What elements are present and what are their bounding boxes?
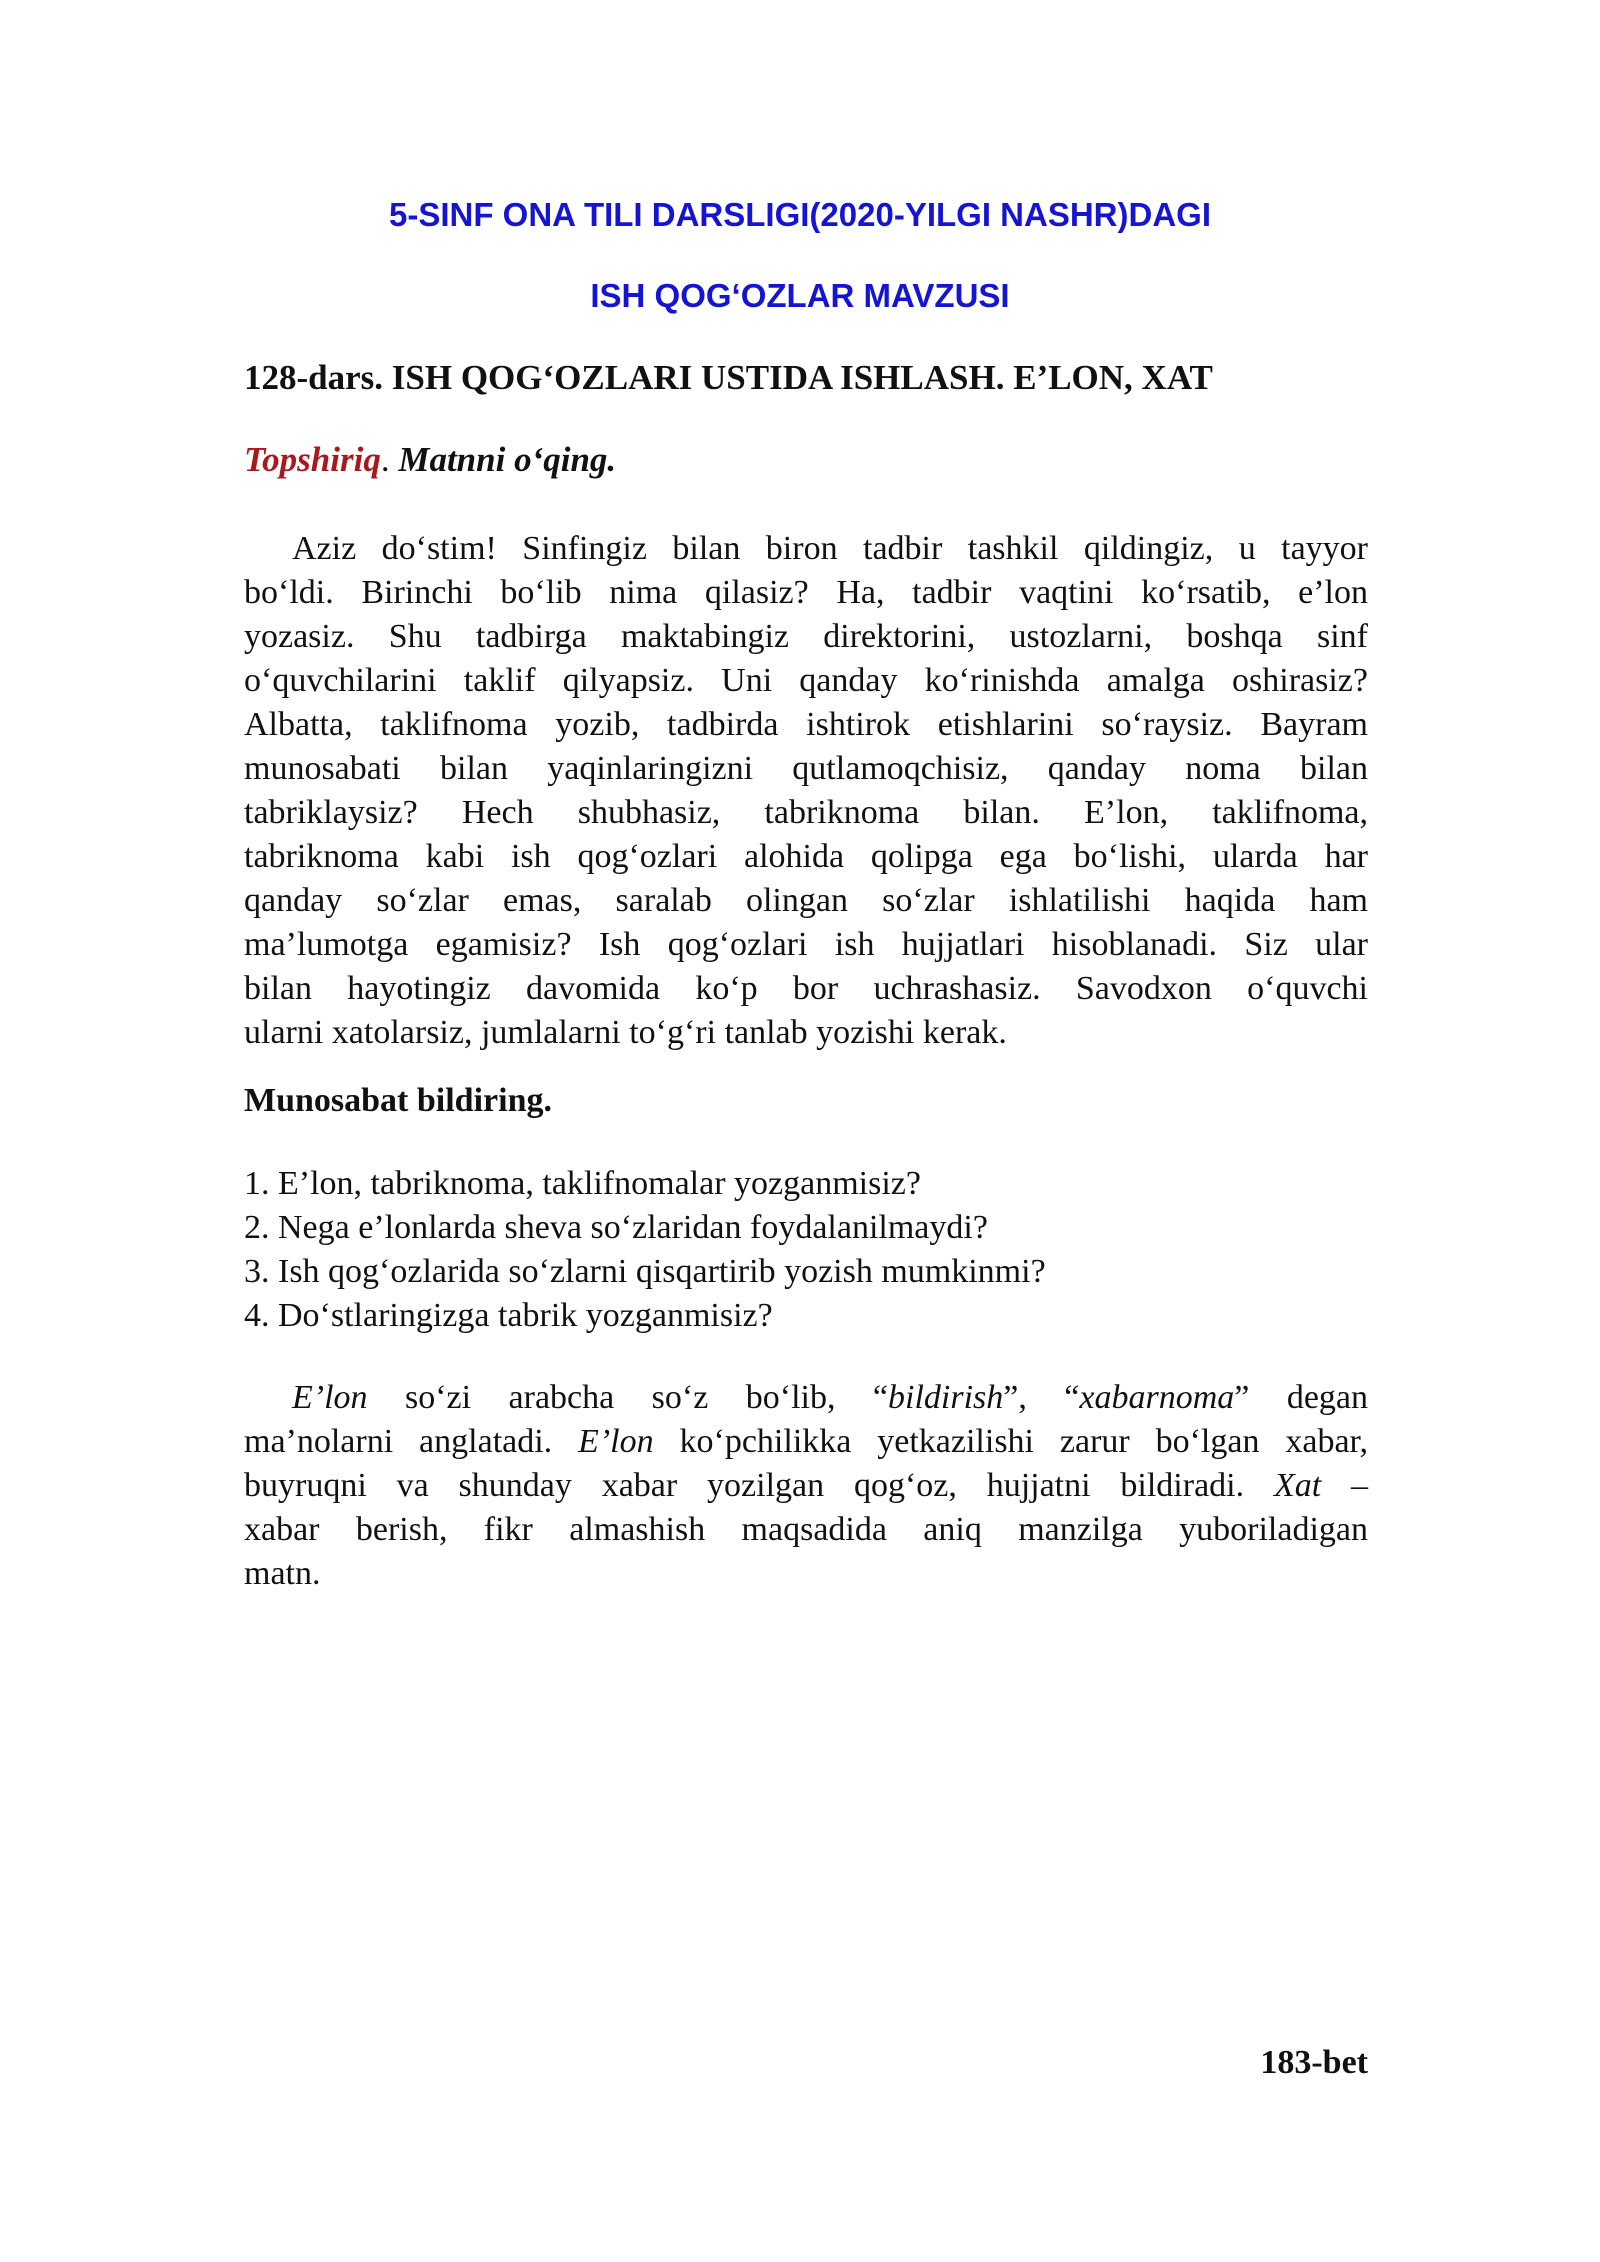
- definition-text: ko‘pchilikka yetkazilishi zarur bo‘lgan xabar,: [653, 1423, 1369, 1460]
- passage-line: tabriknoma kabi ish qog‘ozlari alohida qolipga ega bo‘lishi, ularda har: [244, 838, 1368, 875]
- task-instruction: [244, 440, 616, 480]
- definition-text: so‘zi arabcha so‘z bo‘lib, “: [367, 1379, 888, 1416]
- passage-line: Aziz do‘stim! Sinfingiz bilan biron tadbir tashkil qildingiz, u tayyor: [292, 530, 1368, 567]
- term-elon: E’lon: [292, 1379, 368, 1416]
- definition-text: ”, “: [1003, 1379, 1080, 1416]
- task-separator: .: [380, 440, 390, 479]
- document-title: 5-SINF ONA TILI DARSLIGI(2020-YILGI NASHR)DAGI: [388, 196, 1211, 233]
- question-list: [244, 1162, 1046, 1338]
- question-item: 3. Ish qog‘ozlarida so‘zlarni qisqartirib yozish mumkinmi?: [244, 1253, 1046, 1290]
- task-text: Matnni o‘qing.: [389, 440, 617, 479]
- discussion-heading: Munosabat bildiring.: [244, 1082, 552, 1119]
- passage-line: yozasiz. Shu tadbirga maktabingiz direktorini, ustozlarni, boshqa sinf: [244, 618, 1368, 655]
- question-item: 1. E’lon, tabriknoma, taklifnomalar yozganmisiz?: [244, 1165, 921, 1202]
- definition-line: [244, 1464, 1368, 1508]
- page-number: 183-bet: [1260, 2044, 1368, 2081]
- passage-line: ularni xatolarsiz, jumlalarni to‘g‘ri tanlab yozishi kerak.: [244, 1014, 1007, 1051]
- definition-line: [244, 1420, 1368, 1464]
- passage-line: tabriklaysiz? Hech shubhasiz, tabriknoma bilan. E’lon, taklifnoma,: [244, 794, 1368, 831]
- passage-line: bilan hayotingiz davomida ko‘p bor uchrashasiz. Savodxon o‘quvchi: [244, 970, 1368, 1007]
- question-item: 2. Nega e’lonlarda sheva so‘zlaridan foydalanilmaydi?: [244, 1209, 988, 1246]
- passage-line: bo‘ldi. Birinchi bo‘lib nima qilasiz? Ha, tadbir vaqtini ko‘rsatib, e’lon: [244, 574, 1368, 611]
- definition-line: matn.: [244, 1555, 321, 1592]
- definition-paragraph: [244, 1376, 1368, 1596]
- document-subtitle: ISH QOG‘OZLAR MAVZUSI: [590, 277, 1010, 314]
- definition-line-content: [292, 1379, 1368, 1416]
- passage-line: ma’lumotga egamisiz? Ish qog‘ozlari ish hujjatlari hisoblanadi. Siz ular: [244, 926, 1368, 963]
- question-item: 4. Do‘stlaringizga tabrik yozganmisiz?: [244, 1297, 773, 1334]
- term-bildirish: bildirish: [888, 1379, 1004, 1416]
- definition-line: xabar berish, fikr almashish maqsadida aniq manzilga yuboriladigan: [244, 1511, 1368, 1548]
- definition-text: buyruqni va shunday xabar yozilgan qog‘oz, hujjatni bildiradi.: [244, 1467, 1274, 1504]
- passage-line: munosabati bilan yaqinlaringizni qutlamoqchisiz, qanday noma bilan: [244, 750, 1368, 787]
- definition-line: [244, 1376, 1368, 1420]
- term-xat: Xat: [1273, 1467, 1322, 1504]
- passage-line: o‘quvchilarini taklif qilyapsiz. Uni qanday ko‘rinishda amalga oshirasiz?: [244, 662, 1368, 699]
- task-label: Topshiriq: [244, 440, 381, 479]
- term-xabarnoma: xabarnoma: [1079, 1379, 1235, 1416]
- definition-text: ma’nolarni anglatadi.: [244, 1423, 579, 1460]
- passage-line: qanday so‘zlar emas, saralab olingan so‘zlar ishlatilishi haqida ham: [244, 882, 1368, 919]
- term-elon: E’lon: [578, 1423, 654, 1460]
- passage-line: Albatta, taklifnoma yozib, tadbirda ishtirok etishlarini so‘raysiz. Bayram: [244, 706, 1368, 743]
- lesson-title: 128-dars. ISH QOG‘OZLARI USTIDA ISHLASH. E’LON, XAT: [244, 358, 1213, 397]
- reading-passage: [244, 527, 1368, 1055]
- definition-text: ” degan: [1234, 1379, 1368, 1416]
- definition-line-content: [244, 1467, 1368, 1504]
- definition-line-content: [244, 1423, 1368, 1460]
- definition-text: –: [1321, 1467, 1369, 1504]
